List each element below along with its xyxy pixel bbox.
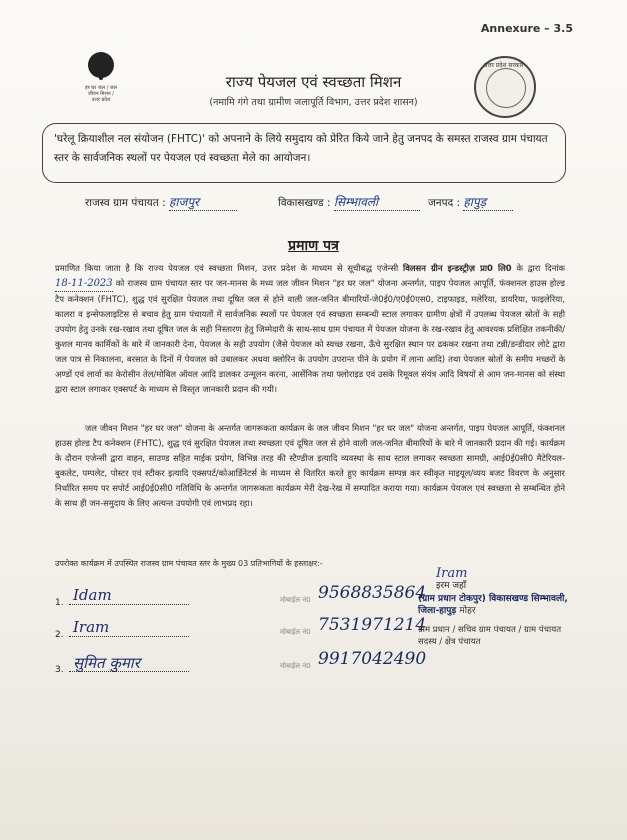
participant-mobile-2: [280, 615, 427, 637]
mobile-number: 9917042490: [318, 649, 427, 669]
participant-signature-3: [55, 654, 189, 675]
program-date: 18-11-2023: [55, 276, 113, 292]
para1-part3: को राजस्व ग्राम पंचायत स्तर पर जन-मानस के मध्य जल जीवन मिशन "हर घर जल" योजना अन्तर्गत, पाइप पेयजल आपूर्ति, फंक्शनल हाउस होल्ड टैप कनेक्शन (FHTC), शुद्ध एवं सुरक्षित पेयजल तथा दूषित जल से होने वाली जल-जनित बीमारियों-जे0ई0/ए0ई0एस0, टाइफाइड, मलेरिया, डायरिया, फाइलेरिया, कालरा व इन्सेफलाइटिस से बचाव हेतु ग्राम पंचायतों में सार्वजनिक स्थलों पर पेयजल एवं स्वच्छता सम्बन्धी स्टाल लगाकर ग्रामीण क्षेत्रों में उपलब्ध पेयजल स्रोतों के सही उपयोग हेतु उनके रख-रखाव तथा दूषित जल के सही निस्तारण हेतु जिम्मेदारी के साथ-साथ ग्राम पंचायत में पेयजल योजना के रख-रखाव हेतु आवश्यक प्रशिक्षित तकनीकी/कुशल मानव कार्मिकों के बारे में जानकारी देना, पेयजल के सही उपयोग (जैसे पेयजल को स्वच्छ रखना, ऊँचे सुरक्षित स्थान पर ढककर रखना तथा टन्नी/डन्डीदार लोटे द्वारा जल पात्र से निकालना, बरसात के दिनों में पेयजल को उबालकर अथवा क्लोरिन के उपयोग उपरान्त पीने के प्रयोग में लाना आदि) तथा पेयजल स्रोतों के समीप मच्छरों के अण्डों एवं लार्वा का केरोसीन तेल/मोबिल ऑयल आदि डालकर उन्मूलन करना, आर्सेनिक तथा फ्लोराइड एवं उसके रिमूवल संयंत्र आदि विषयों से आम जन-मानस को संस्था द्वारा स्टाल लगाकर एक्सपर्ट के माध्यम से विस्तृत जानकारी प्रदान की गयी।: [55, 278, 566, 394]
logo-caption: हर घर जल / जल जीवन मिशन / उत्तर प्रदेश: [85, 85, 117, 103]
participant-number: 1.: [55, 598, 64, 608]
district-field: [428, 193, 513, 211]
stamp-suffix: मोहर: [459, 606, 476, 616]
district-value: हापुड़: [463, 193, 513, 211]
participant-sign: Idam: [73, 586, 112, 604]
block-field: [278, 193, 420, 211]
mobile-label: मोबाईल नं0: [280, 662, 311, 670]
mobile-label: मोबाईल नं0: [280, 628, 311, 636]
annexure-label: Annexure – 3.5: [480, 22, 573, 35]
para1-part2: के द्वारा दिनांक: [511, 263, 565, 273]
gram-panchayat-value: हाजपुर: [169, 193, 237, 211]
program-topic: 'घरेलू क्रियाशील नल संयोजन (FHTC)' को अपनाने के लिये समुदाय को प्रेरित किये जाने हेतु जनपद के समस्त राजस्व ग्राम पंचायत स्तर के सार्वजनिक स्थलों पर पेयजल एवं स्वच्छता मेले का आयोजन।: [54, 133, 548, 164]
participants-heading: उपरोक्त कार्यक्रम में उपस्थित राजस्व ग्राम पंचायत स्तर के मुख्य 03 प्रतिभागियों के हस्ताक्षर:-: [55, 559, 323, 568]
mission-subtitle: (नमामि गंगे तथा ग्रामीण जलापूर्ति विभाग, उत्तर प्रदेश शासन): [209, 97, 418, 108]
para1-part1: प्रमाणित किया जाता है कि राज्य पेयजल एवं स्वच्छता मिशन, उत्तर प्रदेश के माध्यम से सूचीबद्ध एजेन्सी: [55, 263, 404, 273]
certificate-paragraph-1: [55, 261, 565, 397]
pradhan-signature: [436, 567, 586, 593]
participant-number: 3.: [55, 665, 64, 675]
gram-panchayat-label: राजस्व ग्राम पंचायत :: [85, 197, 166, 209]
pradhan-stamp: [418, 593, 568, 617]
signatory-roles: ग्राम प्रधान / सचिव ग्राम पंचायत / ग्राम पंचायत सदस्य / क्षेत्र पंचायत: [418, 625, 562, 647]
participant-signature-1: [55, 586, 189, 608]
participant-mobile-3: [280, 649, 427, 671]
pradhan-name: इरम जहाँ: [436, 581, 467, 591]
mobile-number: 7531971214: [318, 615, 427, 635]
participant-sign: Iram: [73, 618, 110, 636]
district-label: जनपद :: [428, 197, 461, 209]
mobile-label: मोबाईल नं0: [280, 596, 311, 604]
stamp-text: (ग्राम प्रधान टोकपुर) विकासखण्ड सिम्भावली, जिला-हापुड़: [418, 594, 568, 616]
signature-line: [69, 604, 189, 605]
mobile-number: 9568835864: [318, 583, 427, 603]
certificate-paragraph-2: जल जीवन मिशन "हर घर जल" योजना के अन्तर्गत जागरूकता कार्यक्रम के जल जीवन मिशन "हर घर जल" योजना अन्तर्गत, पाइप पेयजल आपूर्ति, फंक्शनल हाउस होल्ड टैप कनेक्शन (FHTC), शुद्ध एवं सुरक्षित पेयजल तथा स्वच्छता एवं दूषित जल से होने वाली जल-जनित बीमारियों के बारे में जानकारी प्रदान की गई। कार्यक्रम के दौरान एजेन्सी द्वारा वाहन, साउण्ड सहित माईक प्रयोग, विभिन्न तरह की स्टैण्डीज इत्यादि व्यवस्था के साथ स्टाल लगाकर स्वच्छता सामग्री, आई0ई0सी0 मैटेरियल-बुकलेट, पम्पलेट, पोस्टर एवं स्टीकर इत्यादि एक्सपर्ट/कोआर्डिनेटर्स के माध्यम से वितरित करते हुए कार्यक्रम सम्पन्न कर स्वीकृत माइयूल/व्यय बजट विवरण के अनुसार निर्धारित समय पर सपोर्ट आई0ई0सी0 गतिविधि के अन्तर्गत जागरूकता कार्यक्रम मेरी देख-रेख में सम्पादित कराया गया। कार्यक्रम पेयजल एवं स्वच्छता से सम्बन्धित होने के साथ ही जन-समुदाय के लिए अत्यन्त उपयोगी एवं लाभप्रद रहा।: [55, 423, 565, 508]
agency-name: विलसन ग्रीन इन्डस्ट्रीज़ प्रा0 लि0: [403, 263, 512, 273]
participant-number: 2.: [55, 630, 64, 640]
pradhan-sign: Iram: [436, 566, 468, 581]
gram-panchayat-field: [85, 193, 237, 211]
emblem-caption: उत्तर प्रदेश सरकार: [484, 62, 524, 69]
mission-title: राज्य पेयजल एवं स्वच्छता मिशन: [225, 73, 402, 91]
block-value: सिम्भावली: [334, 193, 420, 211]
participant-mobile-1: [280, 583, 427, 605]
certificate-title: प्रमाण पत्र: [288, 238, 339, 254]
participant-signature-2: [55, 618, 189, 640]
participant-sign: सुमित कुमार: [73, 654, 140, 672]
signature-line: [69, 636, 189, 637]
block-label: विकासखण्ड :: [278, 197, 331, 209]
